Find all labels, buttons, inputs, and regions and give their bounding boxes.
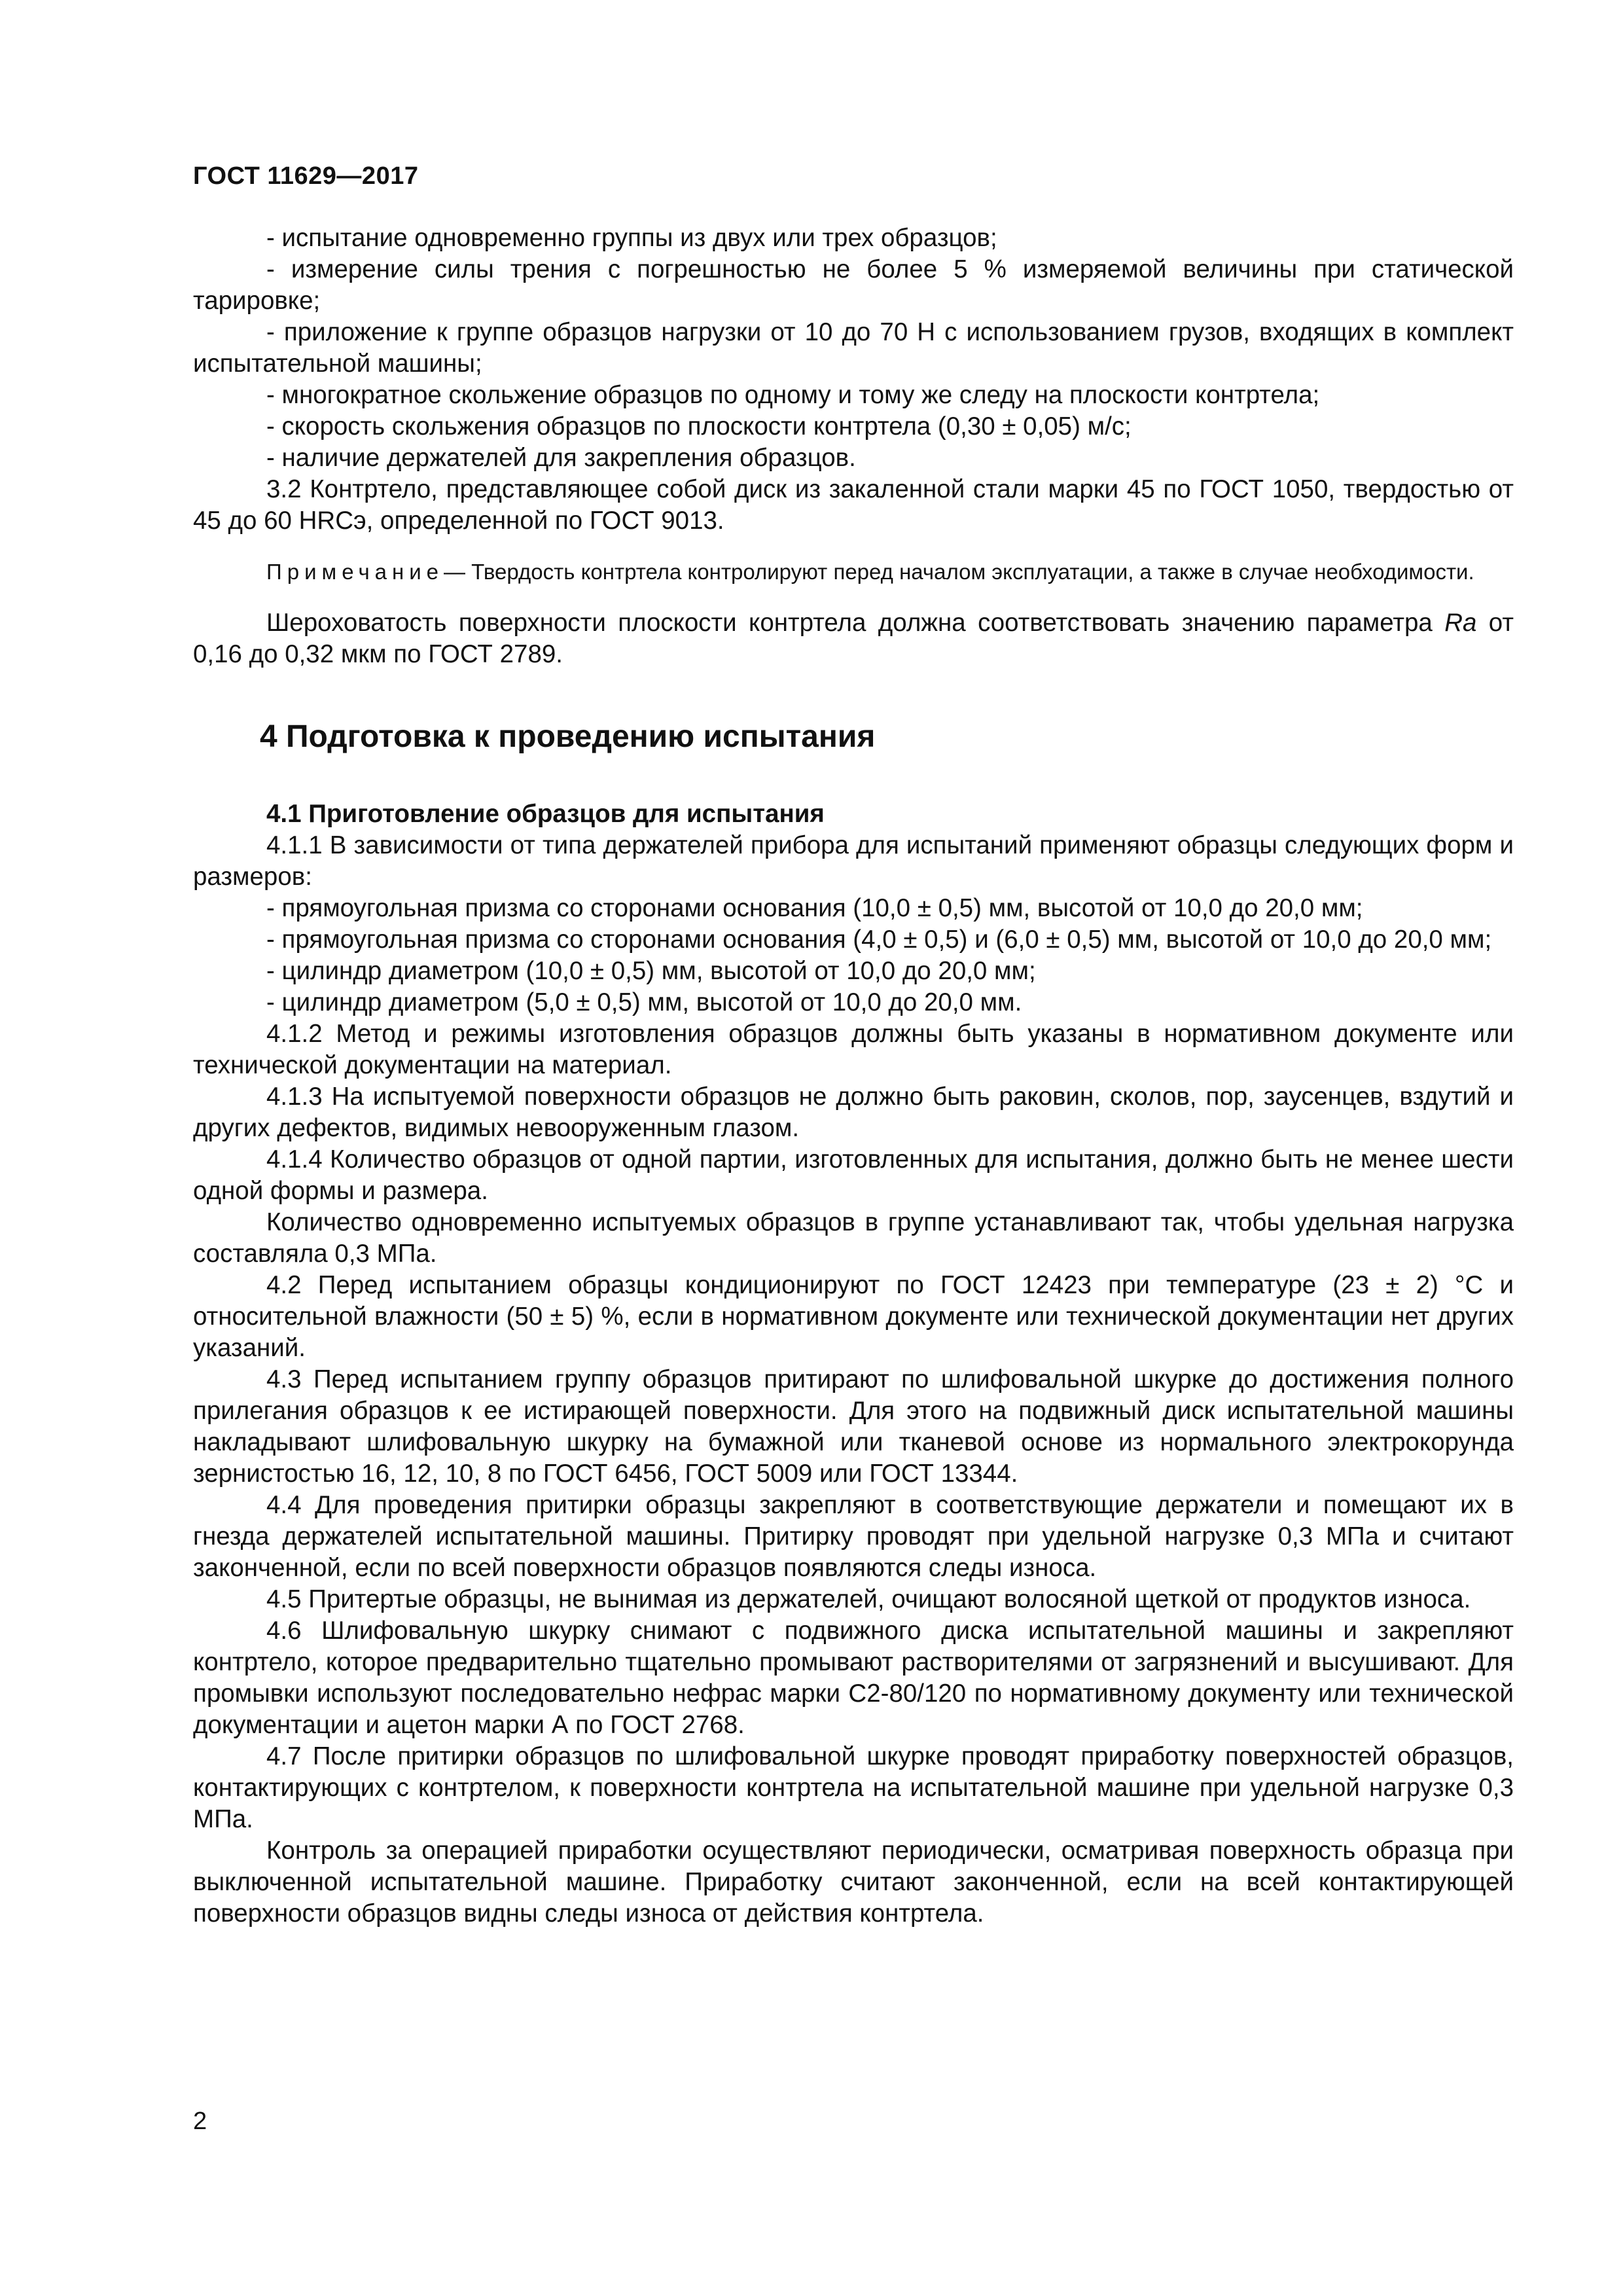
paragraph-4-4: 4.4 Для проведения притирки образцы закрепляют в соответствующие держатели и помещают их в гнезда держателей испытательной машины. Притирку проводят при удельной нагрузке 0,3 МПа и считают законченной, если по всей поверхности образцов появляются следы износа. [193,1491,1514,1582]
paragraph-4-1-2: 4.1.2 Метод и режимы изготовления образцов должны быть указаны в нормативном документе или технической документации на материал. [193,1020,1514,1079]
note-label: Примечание [266,560,444,584]
list-item: - цилиндр диаметром (5,0 ± 0,5) мм, высотой от 10,0 до 20,0 мм. [266,988,1022,1016]
paragraph-4-1-3: 4.1.3 На испытуемой поверхности образцов не должно быть раковин, сколов, пор, заусенцев, вздутий и других дефектов, видимых невооруженным глазом. [193,1083,1514,1142]
note [193,556,1514,588]
paragraph-4-7b: Контроль за операцией приработки осуществляют периодически, осматривая поверхность образца при выключенной испытательной машине. Приработку считают законченной, если на всей контактирующей поверхности образцов видны следы износа от действия контртела. [193,1837,1514,1928]
roughness-text-end: от 0,16 до 0,32 мкм по ГОСТ 2789. [193,609,1514,668]
page-number: 2 [193,2108,207,2135]
paragraph-4-1-1: 4.1.1 В зависимости от типа держателей прибора для испытаний применяют образцы следующих форм и размеров: [193,831,1514,891]
list-item: - скорость скольжения образцов по плоскости контртела (0,30 ± 0,05) м/с; [266,412,1132,440]
list-item: - измерение силы трения с погрешностью не более 5 % измеряемой величины при статической тарировке; [193,255,1514,315]
list-item: - цилиндр диаметром (10,0 ± 0,5) мм, высотой от 10,0 до 20,0 мм; [266,957,1036,985]
paragraph-4-1-4: 4.1.4 Количество образцов от одной партии, изготовленных для испытания, должно быть не менее шести одной формы и размера. [193,1145,1514,1205]
list-item: - многократное скольжение образцов по одному и тому же следу на плоскости контртела; [266,381,1320,409]
document-header: ГОСТ 11629—2017 [193,162,419,190]
paragraph-4-1-4b: Количество одновременно испытуемых образцов в группе устанавливают так, чтобы удельная нагрузка составляла 0,3 МПа. [193,1208,1514,1268]
paragraph-4-7: 4.7 После притирки образцов по шлифовальной шкурке проводят приработку поверхностей образцов, контактирующих с контртелом, к поверхности контртела на испытательной машине при удельной нагрузке 0,3 МПа. [193,1742,1514,1833]
list-item: - приложение к группе образцов нагрузки от 10 до 70 Н с использованием грузов, входящих в комплект испытательной машины; [193,318,1514,378]
paragraph-roughness [193,607,1514,670]
section-title: 4 Подготовка к проведению испытания [260,719,876,754]
list-item: - наличие держателей для закрепления образцов. [266,444,856,472]
document-body [193,223,1514,1929]
paragraph-4-3: 4.3 Перед испытанием группу образцов притирают по шлифовальной шкурке до достижения полного прилегания образцов к ее истирающей поверхности. Для этого на подвижный диск испытательной машины накладывают шлифовальную шкурку на бумажной или тканевой основе из нормального электрокорунда зернистостью 16, 12, 10, 8 по ГОСТ 6456, ГОСТ 5009 или ГОСТ 13344. [193,1365,1514,1488]
list-item: - испытание одновременно группы из двух или трех образцов; [266,224,997,252]
note-text: — Твердость контртела контролируют перед началом эксплуатации, а также в случае необходимости. [444,560,1474,584]
list-item: - прямоугольная призма со сторонами основания (4,0 ± 0,5) и (6,0 ± 0,5) мм, высотой от 10,0 до 20,0 мм; [266,925,1492,954]
paragraph-4-6: 4.6 Шлифовальную шкурку снимают с подвижного диска испытательной машины и закрепляют контртело, которое предварительно тщательно промывают растворителями от загрязнений и высушивают. Для промывки используют последовательно нефрас марки С2-80/120 по нормативному документу или технической документации и ацетон марки А по ГОСТ 2768. [193,1617,1514,1739]
paragraph-3-2: 3.2 Контртело, представляющее собой диск из закаленной стали марки 45 по ГОСТ 1050, твердостью от 45 до 60 HRCэ, определенной по ГОСТ 9013. [193,475,1514,535]
roughness-param: Ra [1444,609,1477,637]
paragraph-4-5: 4.5 Притертые образцы, не вынимая из держателей, очищают волосяной щеткой от продуктов износа. [266,1585,1471,1613]
subsection-title: 4.1 Приготовление образцов для испытания [266,800,825,828]
roughness-text: Шероховатость поверхности плоскости контртела должна соответствовать значению параметра [266,609,1445,637]
list-item: - прямоугольная призма со сторонами основания (10,0 ± 0,5) мм, высотой от 10,0 до 20,0 мм; [266,894,1363,922]
paragraph-4-2: 4.2 Перед испытанием образцы кондиционируют по ГОСТ 12423 при температуре (23 ± 2) °С и относительной влажности (50 ± 5) %, если в нормативном документе или технической документации нет других указаний. [193,1271,1514,1362]
